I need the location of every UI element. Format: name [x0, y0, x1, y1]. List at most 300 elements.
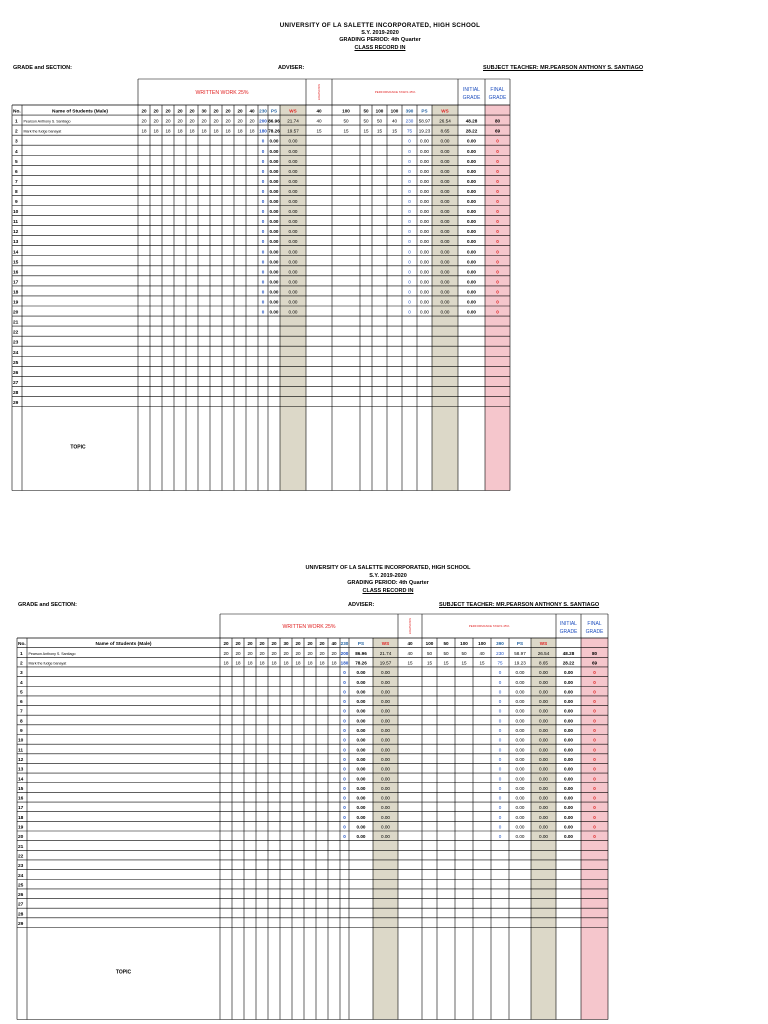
initial-grade: 28.22: [465, 128, 478, 134]
pt-ws: 0.00: [440, 188, 450, 194]
row-number: 2: [20, 661, 23, 667]
pt-ps: 0.00: [515, 824, 525, 830]
pt-ps: 0.00: [515, 728, 525, 733]
grading-period: GRADING PERIOD: 4th Quarter: [339, 37, 421, 44]
ww-score: 18: [225, 128, 231, 134]
row-number: 2: [15, 129, 18, 135]
exam-score: 40: [407, 650, 413, 656]
final-grade-label: FINAL: [490, 87, 505, 93]
row-number: 5: [20, 690, 23, 696]
row-number: 25: [13, 360, 19, 366]
row-number: 20: [13, 310, 19, 316]
pt-ps: 0.00: [420, 209, 429, 215]
pt-total: 0: [498, 814, 502, 820]
initial-grade: 0.00: [467, 219, 476, 225]
ps-header: PS: [357, 641, 365, 647]
pt-ws: 0.00: [440, 148, 450, 154]
ww-ws: 19.57: [379, 660, 392, 666]
pt-ps: 0.00: [515, 718, 525, 724]
pt-ws: 0.00: [440, 309, 450, 315]
pt-ws: 0.00: [440, 199, 450, 204]
ww-total: 200: [259, 118, 267, 124]
row-number: 11: [18, 748, 24, 754]
ww-ps: 0.00: [356, 747, 366, 753]
ww-ws: 0.00: [288, 279, 298, 285]
ww-ps: 0.00: [356, 814, 366, 820]
pt-ps: 0.00: [515, 805, 525, 811]
row-number: 16: [18, 796, 24, 802]
ww-ps: 0.00: [269, 259, 279, 265]
row-number: 29: [13, 401, 19, 406]
row-number: 7: [15, 179, 18, 185]
ww-ws: 0.00: [381, 756, 390, 762]
row-number: 6: [20, 700, 23, 706]
ww-hps: 30: [283, 641, 289, 647]
ww-score: 20: [141, 118, 147, 124]
final-grade: 0: [496, 259, 499, 265]
pt-ps: 19.23: [514, 660, 526, 666]
final-grade: 0: [496, 289, 499, 295]
ww-total: 0: [343, 834, 346, 840]
ww-score: 20: [259, 650, 265, 656]
row-number: 17: [13, 280, 19, 286]
row-number: 7: [20, 709, 23, 715]
ww-ws: 0.00: [288, 158, 298, 164]
ww-total: 0: [261, 249, 265, 255]
ww-ps: 0.00: [356, 679, 366, 685]
final-grade: 0: [496, 178, 499, 184]
pt-ps: 0.00: [420, 259, 429, 265]
ww-total: 0: [343, 718, 346, 724]
final-grade: 0: [496, 209, 499, 215]
ww-ps: 0.00: [356, 689, 366, 695]
initial-grade: 0.00: [467, 138, 476, 144]
pt-total-hps: 390: [405, 108, 414, 114]
column-name-header: Name of Students (Male): [52, 109, 108, 115]
ww-ws: 0.00: [288, 209, 298, 215]
pt-total: 0: [408, 148, 411, 154]
pt-ws: 0.00: [539, 766, 548, 772]
final-grade: 0: [496, 168, 499, 174]
final-grade: 0: [593, 747, 596, 753]
ww-ws: 0.00: [288, 269, 298, 275]
ws-header: WS: [381, 641, 390, 647]
ww-ps: 0.00: [356, 805, 366, 811]
ww-hps: 30: [201, 108, 207, 114]
ww-hps: 20: [235, 641, 241, 647]
pt-ps: 0.00: [420, 289, 429, 295]
ww-ps: 0.00: [269, 178, 279, 184]
school-year: S.Y. 2019-2020: [361, 29, 399, 36]
final-grade: 0: [593, 679, 596, 685]
ww-hps: 20: [237, 108, 243, 114]
ww-score: 20: [201, 118, 207, 124]
initial-grade-label: GRADE: [559, 629, 578, 635]
ww-total-hps: 230: [259, 108, 267, 114]
final-grade: 0: [496, 188, 499, 194]
pt-total: 0: [408, 259, 411, 265]
initial-grade: 0.00: [467, 299, 476, 305]
pt-hps: 50: [363, 108, 369, 114]
row-number: 26: [13, 370, 19, 376]
column-name-header: Name of Students (Male): [95, 642, 152, 648]
pt-ws: 0.00: [539, 670, 548, 676]
ww-hps: 20: [247, 641, 253, 647]
ww-total: 0: [343, 776, 346, 782]
final-grade: 0: [496, 229, 499, 235]
pt-ws: 0.00: [539, 834, 548, 840]
ww-total: 0: [261, 148, 265, 154]
final-grade: 0: [593, 756, 596, 762]
pt-ws: 0.00: [539, 776, 548, 782]
initial-grade: 0.00: [564, 785, 573, 791]
pt-ws: 0.00: [539, 728, 548, 733]
ww-ws: 0.00: [381, 747, 390, 753]
final-grade: 0: [593, 785, 596, 791]
pt-ws: 0.00: [440, 158, 450, 164]
row-number: 13: [18, 767, 24, 773]
ww-ps: 0.00: [269, 219, 279, 225]
ww-ws: 0.00: [288, 299, 298, 305]
pt-total: 0: [408, 279, 411, 285]
row-number: 1: [20, 651, 23, 657]
initial-grade: 0.00: [564, 824, 573, 830]
row-number: 18: [18, 815, 24, 821]
ww-total: 0: [261, 309, 265, 315]
exam-score: 40: [316, 118, 322, 124]
performance-tasks-title: PERFORMANCE TASKS 45%: [374, 90, 416, 94]
ws-header: WS: [539, 641, 548, 647]
pt-total: 75: [497, 660, 503, 666]
ww-ps: 0.00: [356, 728, 366, 733]
final-grade: 0: [593, 718, 596, 724]
pt-total: 0: [498, 766, 502, 772]
final-grade: 0: [593, 824, 596, 830]
ww-ws: 0.00: [381, 824, 390, 830]
row-number: 23: [13, 340, 19, 346]
row-number: 26: [18, 893, 24, 899]
ww-ps: 0.00: [356, 795, 366, 801]
pt-ps: 0.00: [515, 679, 525, 685]
ww-ps: 0.00: [356, 670, 366, 676]
ww-total: 0: [261, 188, 265, 194]
pt-total: 0: [408, 269, 411, 275]
ww-score: 18: [141, 128, 147, 134]
ww-hps: 20: [189, 108, 195, 114]
ww-score: 18: [189, 128, 195, 134]
initial-grade: 0.00: [467, 178, 476, 184]
row-number: 20: [18, 835, 24, 841]
ww-score: 18: [235, 660, 241, 666]
ww-ws: 0.00: [381, 814, 390, 820]
ww-total: 0: [343, 795, 346, 801]
row-number: 23: [18, 864, 24, 870]
exam-hps: 40: [407, 641, 413, 647]
final-grade: 0: [496, 199, 499, 204]
pt-ps: 0.00: [515, 689, 525, 695]
examination-title: EXAMINATION: [409, 617, 412, 635]
pt-ws: 0.00: [440, 209, 450, 215]
row-number: 9: [15, 200, 18, 205]
final-grade: 80: [494, 118, 501, 124]
final-grade: 0: [593, 699, 596, 705]
pt-ps: 0.00: [420, 219, 429, 225]
ws-header: WS: [441, 108, 449, 114]
pt-hps: 100: [390, 108, 399, 114]
ww-total: 0: [261, 259, 265, 265]
ws-header: WS: [289, 108, 297, 114]
ww-score: 18: [223, 660, 229, 666]
ww-ws: 0.00: [381, 670, 390, 676]
pt-total: 0: [408, 239, 411, 245]
pt-ws: 0.00: [539, 708, 548, 714]
ww-ws: 19.57: [287, 128, 299, 134]
initial-grade: 0.00: [564, 814, 573, 820]
row-number: 8: [20, 719, 23, 725]
pt-total: 0: [498, 670, 502, 676]
row-number: 24: [13, 350, 19, 356]
initial-grade: 0.00: [467, 269, 476, 275]
ww-ws: 0.00: [381, 834, 390, 840]
final-grade: 0: [496, 309, 499, 315]
pt-ps: 0.00: [515, 756, 525, 762]
pt-ws: 26.54: [439, 118, 451, 124]
ww-total: 0: [261, 269, 265, 275]
ww-total: 0: [343, 708, 346, 714]
pt-total: 0: [408, 289, 411, 295]
ww-ws: 0.00: [381, 805, 390, 811]
pt-ws: 0.00: [440, 299, 450, 305]
ww-total: 0: [343, 737, 346, 743]
initial-grade: 0.00: [467, 309, 476, 315]
ww-ps: 0.00: [269, 188, 279, 194]
ww-ws: 21.74: [379, 650, 392, 656]
ww-ps: 78.26: [355, 660, 367, 666]
row-number: 28: [18, 912, 24, 918]
row-number: 25: [18, 883, 24, 889]
final-grade: 0: [593, 805, 596, 811]
pt-ws: 0.00: [539, 679, 548, 685]
pt-ws: 0.00: [539, 718, 548, 724]
pt-ps: 0.00: [515, 814, 525, 820]
row-number: 4: [20, 680, 23, 686]
pt-total: 0: [498, 805, 502, 811]
row-number: 28: [13, 390, 19, 396]
initial-grade: 0.00: [564, 747, 573, 753]
ww-total: 0: [261, 279, 265, 285]
ww-total: 0: [343, 747, 346, 753]
ww-score: 20: [189, 118, 195, 124]
pt-ws: 0.00: [440, 249, 450, 255]
row-number: 14: [18, 777, 24, 783]
pt-total: 0: [498, 747, 502, 753]
pt-total: 0: [408, 138, 411, 144]
school-name: UNIVERSITY OF LA SALETTE INCORPORATED, HIGH SCHOOL: [279, 22, 481, 29]
ww-hps: 20: [223, 641, 229, 647]
initial-grade: 0.00: [564, 834, 573, 840]
pt-hps: 100: [460, 641, 468, 647]
ww-total: 0: [261, 229, 265, 235]
pt-ps: 0.00: [420, 188, 429, 194]
student-name: Pearson Anthony S. Santiago: [28, 651, 76, 656]
ww-hps: 20: [307, 641, 313, 647]
pt-hps: 50: [443, 641, 449, 647]
pt-hps: 100: [478, 641, 486, 647]
row-number: 22: [18, 854, 24, 860]
pt-ps: 0.00: [420, 269, 429, 275]
pt-score: 15: [343, 128, 349, 134]
ww-score: 20: [225, 118, 231, 124]
pt-total: 0: [408, 188, 411, 194]
pt-total: 0: [498, 737, 502, 743]
initial-grade: 0.00: [564, 776, 573, 782]
written-work-title: WRITTEN WORK 25%: [195, 90, 249, 96]
final-grade: 0: [593, 766, 596, 772]
row-number: 27: [13, 380, 19, 386]
pt-ps: 0.00: [515, 766, 525, 772]
initial-grade: 28.22: [562, 660, 575, 666]
final-grade: 0: [593, 776, 596, 782]
row-number: 3: [15, 139, 18, 145]
pt-hps: 100: [375, 108, 384, 114]
ww-total: 0: [261, 178, 265, 184]
row-number: 5: [15, 159, 18, 165]
ww-ws: 0.00: [288, 168, 298, 174]
ww-hps: 20: [295, 641, 301, 647]
pt-total: 0: [498, 785, 502, 791]
ww-total: 0: [261, 168, 265, 174]
pt-ws: 0.00: [539, 795, 548, 801]
ww-total: 0: [343, 756, 346, 762]
pt-total: 0: [408, 158, 411, 164]
pt-total: 0: [408, 168, 411, 174]
pt-score: 50: [376, 118, 383, 124]
column-no-header: No.: [13, 109, 21, 115]
pt-total: 0: [408, 309, 411, 315]
pt-total: 0: [498, 834, 502, 840]
ww-total: 200: [340, 650, 349, 656]
final-grade-label: GRADE: [585, 629, 604, 635]
initial-grade: 0.00: [467, 168, 476, 174]
final-grade: 69: [494, 128, 501, 134]
ww-score: 18: [259, 660, 265, 666]
pt-total: 0: [408, 249, 411, 255]
ww-ps: 0.00: [269, 269, 279, 275]
ww-ws: 0.00: [288, 178, 298, 184]
pt-total: 0: [498, 728, 502, 733]
ww-score: 18: [307, 660, 313, 666]
class-record-title: CLASS RECORD IN: [362, 587, 414, 594]
ww-ps: 0.00: [356, 718, 366, 724]
ww-total-hps: 230: [340, 641, 349, 647]
pt-total: 0: [498, 699, 502, 705]
pt-ws: 0.00: [440, 239, 450, 245]
initial-grade: 0.00: [467, 148, 476, 154]
pt-ps: 0.00: [420, 249, 429, 255]
row-number: 12: [18, 757, 24, 763]
row-number: 10: [18, 738, 24, 744]
ww-score: 20: [247, 650, 253, 656]
student-name: Mark the fudge banayat: [28, 661, 67, 666]
ww-score: 20: [153, 118, 159, 124]
ww-score: 20: [223, 650, 229, 656]
row-number: 11: [13, 220, 19, 226]
pt-score: 50: [443, 650, 449, 656]
ww-ws: 0.00: [288, 309, 298, 315]
ww-ws: 0.00: [381, 785, 390, 791]
initial-grade: 48.28: [465, 118, 478, 124]
pt-score: 50: [461, 650, 467, 656]
ww-ps: 0.00: [269, 289, 279, 295]
ww-total: 0: [261, 239, 265, 245]
ww-score: 18: [271, 660, 277, 666]
column-no-header: No.: [18, 642, 26, 648]
ww-score: 20: [235, 650, 241, 656]
row-number: 1: [15, 119, 18, 125]
ww-ps: 0.00: [356, 785, 366, 791]
ps-header: PS: [421, 108, 428, 114]
ww-score: 20: [283, 650, 289, 656]
row-number: 9: [20, 729, 23, 734]
final-grade: 0: [593, 708, 596, 714]
examination-title: EXAMINATION: [318, 83, 321, 101]
initial-grade: 0.00: [467, 249, 476, 255]
ww-ps: 0.00: [269, 229, 279, 235]
ww-score: 18: [295, 660, 301, 666]
row-number: 3: [20, 671, 23, 677]
row-number: 16: [13, 270, 19, 276]
ww-ps: 0.00: [269, 279, 279, 285]
pt-total: 0: [408, 299, 411, 305]
row-number: 21: [18, 844, 24, 850]
initial-grade: 0.00: [564, 708, 573, 714]
pt-total: 0: [498, 679, 502, 685]
ww-ps: 86.96: [355, 650, 367, 656]
final-grade: 0: [593, 737, 596, 743]
ww-total: 0: [261, 138, 265, 144]
pt-ws: 0.00: [440, 259, 450, 265]
initial-grade: 0.00: [467, 199, 476, 204]
pt-ws: 0.00: [440, 229, 450, 235]
pt-total: 0: [408, 209, 411, 215]
initial-grade: 0.00: [467, 158, 476, 164]
ww-ps: 0.00: [269, 168, 279, 174]
ww-score: 18: [153, 128, 159, 134]
pt-total: 0: [498, 795, 502, 801]
ww-ps: 0.00: [356, 708, 366, 714]
ww-ps: 0.00: [269, 158, 279, 164]
ww-ps: 0.00: [356, 699, 366, 705]
row-number: 18: [13, 290, 19, 296]
ww-score: 18: [237, 128, 243, 134]
pt-ps: 0.00: [515, 834, 525, 840]
ww-ws: 0.00: [288, 219, 298, 225]
ww-ps: 78.26: [268, 128, 280, 134]
row-number: 29: [18, 922, 24, 927]
pt-ps: 58.97: [514, 650, 526, 656]
row-number: 17: [18, 806, 24, 812]
ww-ws: 0.00: [381, 766, 390, 772]
initial-grade: 0.00: [564, 766, 573, 772]
final-grade: 0: [593, 834, 596, 840]
pt-ps: 0.00: [420, 178, 429, 184]
final-grade: 0: [496, 158, 499, 164]
pt-ps: 0.00: [420, 279, 429, 285]
ww-score: 20: [295, 650, 301, 656]
final-grade: 0: [593, 689, 596, 695]
pt-total: 0: [498, 776, 502, 782]
pt-total: 0: [408, 219, 411, 225]
